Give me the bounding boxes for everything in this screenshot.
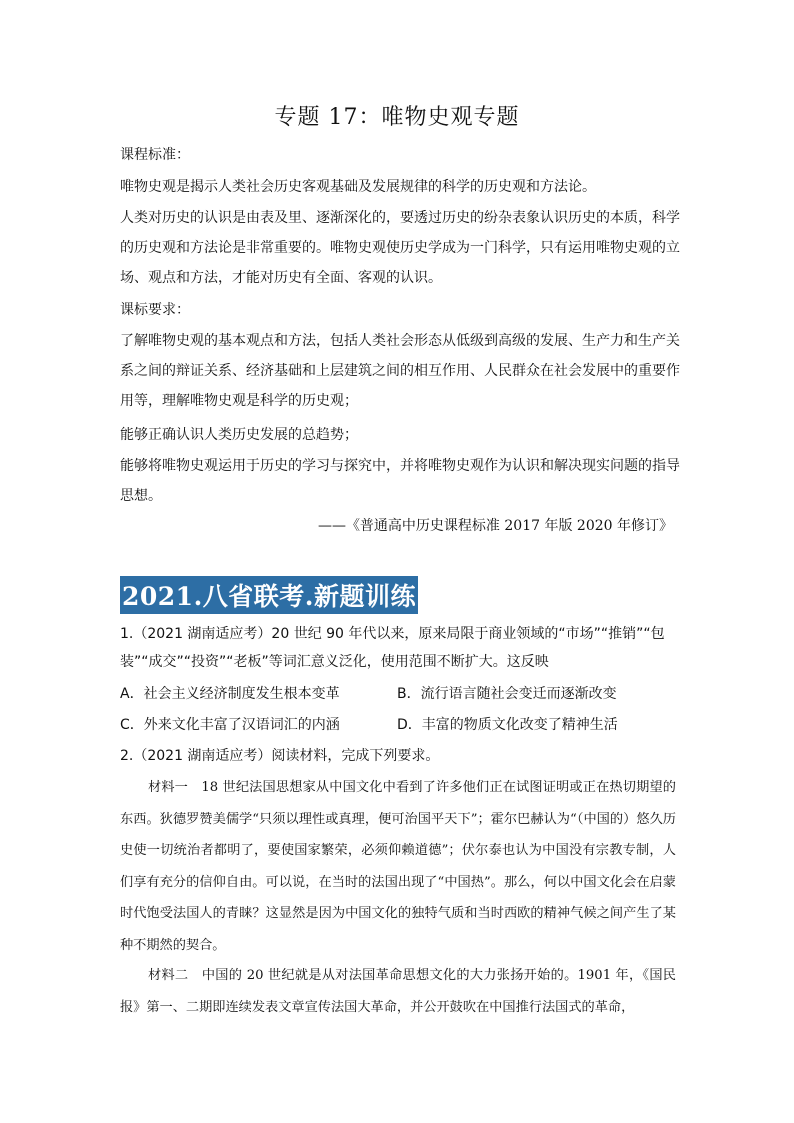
requirements-heading: 课标要求： bbox=[120, 302, 190, 318]
question-1-stem: 1.（2021 湖南适应考）20 世纪 90 年代以来，原来局限于商业领域的“市场”“推销”“包装”“成交”“投资”“老板”等词汇意义泛化，使用范围不断扩大。这反映 bbox=[120, 626, 665, 670]
source-citation: ——《普通高中历史课程标准 2017 年版 2020 年修订》 bbox=[317, 518, 673, 534]
question-2-material-1: 材料一 18 世纪法国思想家从中国文化中看到了许多他们正在试图证明或正在热切期望的东西。狄德罗赞美儒学“只须以理性或真理，便可治国平天下”；霍尔巴赫认为“（中国的）悠久历史使一切统治者都明了，要使国家繁荣，必须仰赖道德”；伏尔泰也认为中国没有宗教专制，人们享有充分的信仰自由。可以说，在当时的法国出现了“中国热”。那么，何以中国文化会在启蒙时代饱受法国人的青睐？这显然是因为中国文化的独特气质和当时西欧的精神气候之间产生了某种不期然的契合。 bbox=[120, 780, 676, 953]
requirement-item-1: 了解唯物史观的基本观点和方法，包括人类社会形态从低级到高级的发展、生产力和生产关系之间的辩证关系、经济基础和上层建筑之间的相互作用、人民群众在社会发展中的重要作用等，理解唯物史观是科学的历史观； bbox=[120, 333, 680, 409]
requirement-item-3: 能够将唯物史观运用于历史的学习与探究中，并将唯物史观作为认识和解决现实问题的指导思想。 bbox=[120, 458, 680, 504]
curriculum-paragraph-1: 唯物史观是揭示人类社会历史客观基础及发展规律的科学的历史观和方法论。 bbox=[120, 179, 596, 195]
question-1-option-c: C．外来文化丰富了汉语词汇的内涵 bbox=[120, 717, 340, 733]
curriculum-heading: 课程标准： bbox=[120, 147, 190, 163]
curriculum-paragraph-2: 人类对历史的认识是由表及里、逐渐深化的，要透过历史的纷杂表象认识历史的本质，科学的历史观和方法论是非常重要的。唯物史观使历史学成为一门科学，只有运用唯物史观的立场、观点和方法，才能对历史有全面、客观的认识。 bbox=[120, 210, 680, 286]
section-banner: 2021.八省联考.新题训练 bbox=[120, 576, 418, 614]
question-2-material-2: 材料二 中国的 20 世纪就是从对法国革命思想文化的大力张扬开始的。1901 年，《国民报》第一、二期即连续发表文章宣传法国大革命，并公开鼓吹在中国推行法国式的革命， bbox=[120, 968, 676, 1015]
question-2-stem: 2.（2021 湖南适应考）阅读材料，完成下列要求。 bbox=[120, 748, 440, 764]
question-1-option-d: D．丰富的物质文化改变了精神生活 bbox=[397, 717, 618, 733]
question-1-option-b: B．流行语言随社会变迁而逐渐改变 bbox=[397, 686, 617, 702]
question-1-option-a: A．社会主义经济制度发生根本变革 bbox=[120, 686, 340, 702]
page-title: 专题 17：唯物史观专题 bbox=[274, 105, 520, 130]
requirement-item-2: 能够正确认识人类历史发展的总趋势； bbox=[120, 427, 358, 443]
